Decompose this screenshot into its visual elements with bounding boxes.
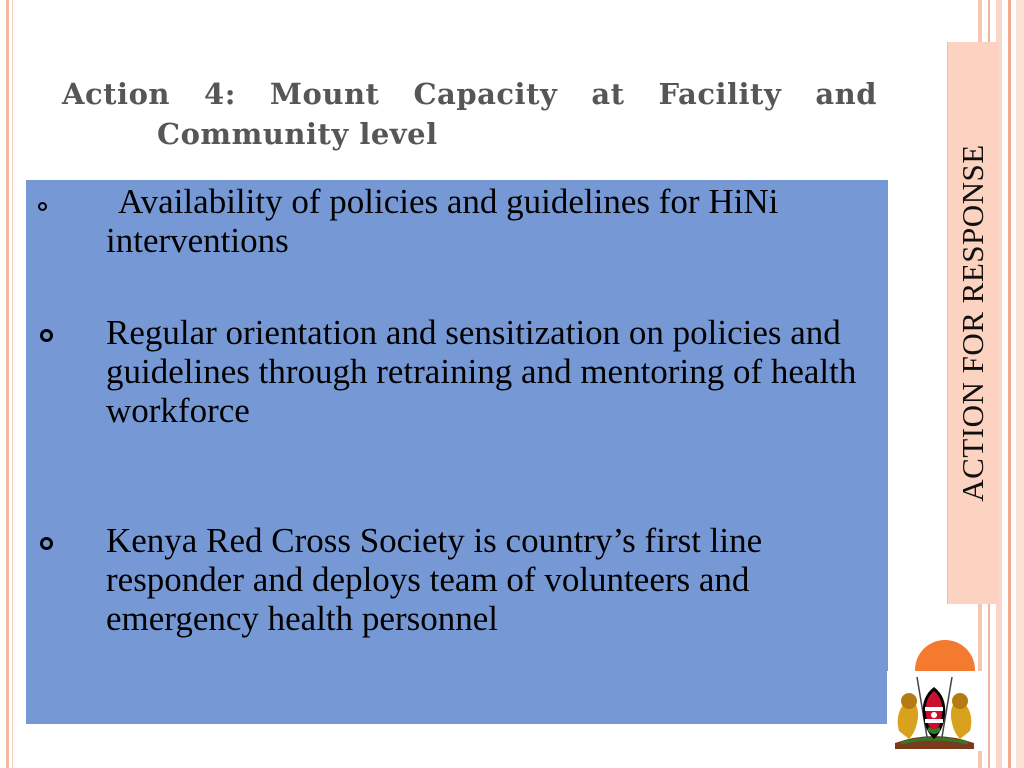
title-word: Action <box>62 77 170 111</box>
title-line-1 <box>62 74 877 114</box>
bullet-text: Kenya Red Cross Society is country’s first line responder and deploys team of volunteers and emergency health personnel <box>106 521 763 638</box>
content-box <box>26 180 888 724</box>
title-word: and <box>815 77 877 111</box>
right-stripe <box>1008 0 1011 768</box>
bullet-ring-icon <box>38 202 47 211</box>
right-stripe <box>1016 0 1024 768</box>
side-label: ACTION FOR RESPONSE <box>955 144 990 502</box>
slide-title <box>62 74 877 154</box>
coat-of-arms-icon <box>887 671 982 751</box>
title-word: at <box>591 77 625 111</box>
left-border-line <box>6 0 9 768</box>
left-border-line-thin <box>12 0 13 768</box>
title-word: Mount <box>269 77 380 111</box>
bullet-text: Regular orientation and sensitization on policies and guidelines through retraining and mentoring of health workforce <box>106 313 857 430</box>
title-word: Capacity <box>413 77 558 111</box>
title-word: Facility <box>658 77 782 111</box>
title-line-2: Community level <box>157 117 438 151</box>
bullet-ring-icon <box>40 537 53 550</box>
title-word: 4: <box>204 77 236 111</box>
bullet-text: Availability of policies and guidelines for HiNi interventions <box>106 182 779 260</box>
bullet-ring-icon <box>40 329 53 342</box>
side-tab <box>947 42 998 604</box>
